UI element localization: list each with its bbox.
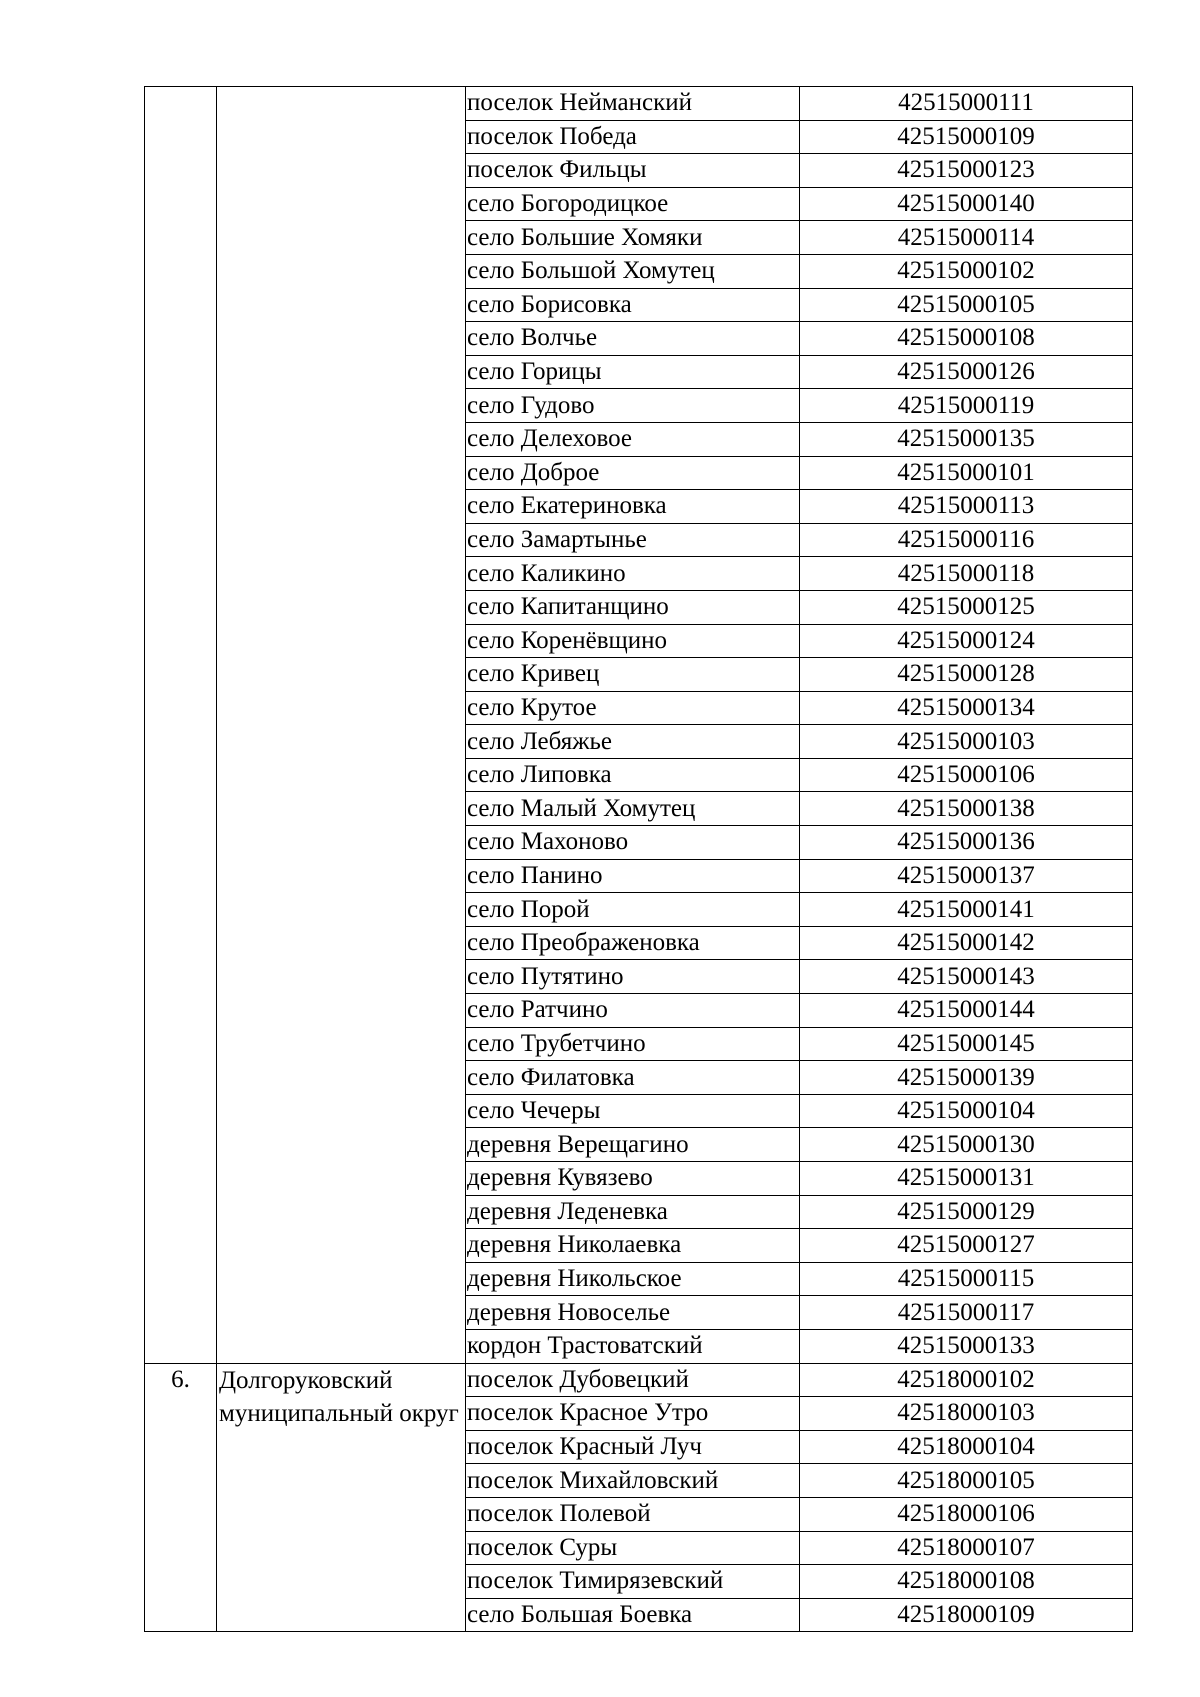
oktmo-code-cell: 42515000109 bbox=[800, 120, 1133, 154]
oktmo-code-cell: 42518000102 bbox=[800, 1363, 1133, 1397]
settlement-name-cell: поселок Дубовецкий bbox=[466, 1363, 800, 1397]
oktmo-code-cell: 42515000102 bbox=[800, 254, 1133, 288]
settlement-name-cell: поселок Михайловский bbox=[466, 1464, 800, 1498]
oktmo-code-cell: 42515000111 bbox=[800, 87, 1133, 121]
oktmo-code-cell: 42515000101 bbox=[800, 456, 1133, 490]
oktmo-code-cell: 42515000126 bbox=[800, 355, 1133, 389]
settlement-name-cell: деревня Кувязево bbox=[466, 1162, 800, 1196]
oktmo-code-cell: 42515000116 bbox=[800, 523, 1133, 557]
settlement-name-cell: поселок Красный Луч bbox=[466, 1430, 800, 1464]
oktmo-code-cell: 42518000109 bbox=[800, 1598, 1133, 1632]
settlement-name-cell: село Каликино bbox=[466, 557, 800, 591]
settlement-name-cell: село Преображеновка bbox=[466, 926, 800, 960]
municipal-district-cell: Долгоруковский муниципальный округ bbox=[217, 1363, 466, 1632]
oktmo-code-cell: 42518000105 bbox=[800, 1464, 1133, 1498]
settlement-name-cell: село Путятино bbox=[466, 960, 800, 994]
oktmo-code-cell: 42515000125 bbox=[800, 590, 1133, 624]
oktmo-code-cell: 42515000140 bbox=[800, 187, 1133, 221]
oktmo-code-cell: 42515000134 bbox=[800, 691, 1133, 725]
oktmo-code-cell: 42515000135 bbox=[800, 422, 1133, 456]
row-number-cell: 6. bbox=[145, 1363, 217, 1632]
oktmo-code-cell: 42518000108 bbox=[800, 1565, 1133, 1599]
oktmo-code-cell: 42518000107 bbox=[800, 1531, 1133, 1565]
oktmo-code-cell: 42515000108 bbox=[800, 322, 1133, 356]
settlement-name-cell: село Волчье bbox=[466, 322, 800, 356]
settlement-name-cell: село Большой Хомутец bbox=[466, 254, 800, 288]
municipal-district-cell bbox=[217, 87, 466, 1364]
oktmo-code-cell: 42515000117 bbox=[800, 1296, 1133, 1330]
table-body bbox=[145, 87, 1133, 1632]
oktmo-code-cell: 42515000115 bbox=[800, 1262, 1133, 1296]
oktmo-code-cell: 42515000128 bbox=[800, 658, 1133, 692]
oktmo-code-cell: 42515000103 bbox=[800, 725, 1133, 759]
oktmo-code-cell: 42515000141 bbox=[800, 893, 1133, 927]
oktmo-code-cell: 42515000105 bbox=[800, 288, 1133, 322]
settlement-name-cell: село Порой bbox=[466, 893, 800, 927]
oktmo-code-cell: 42515000139 bbox=[800, 1061, 1133, 1095]
oktmo-code-cell: 42518000106 bbox=[800, 1497, 1133, 1531]
settlement-name-cell: село Богородицкое bbox=[466, 187, 800, 221]
settlement-code-table bbox=[144, 86, 1133, 1632]
oktmo-code-cell: 42515000129 bbox=[800, 1195, 1133, 1229]
settlement-name-cell: село Гудово bbox=[466, 389, 800, 423]
oktmo-code-cell: 42515000114 bbox=[800, 221, 1133, 255]
oktmo-code-cell: 42515000143 bbox=[800, 960, 1133, 994]
settlement-name-cell: деревня Никольское bbox=[466, 1262, 800, 1296]
row-number-cell bbox=[145, 87, 217, 1364]
settlement-name-cell: село Кривец bbox=[466, 658, 800, 692]
settlement-name-cell: село Большие Хомяки bbox=[466, 221, 800, 255]
oktmo-code-cell: 42515000133 bbox=[800, 1329, 1133, 1363]
oktmo-code-cell: 42515000130 bbox=[800, 1128, 1133, 1162]
settlement-name-cell: село Борисовка bbox=[466, 288, 800, 322]
settlement-name-cell: поселок Полевой bbox=[466, 1497, 800, 1531]
settlement-name-cell: поселок Тимирязевский bbox=[466, 1565, 800, 1599]
table-row bbox=[145, 87, 1133, 121]
oktmo-code-cell: 42515000142 bbox=[800, 926, 1133, 960]
table-row bbox=[145, 1363, 1133, 1397]
oktmo-code-cell: 42515000138 bbox=[800, 792, 1133, 826]
settlement-name-cell: село Лебяжье bbox=[466, 725, 800, 759]
settlement-name-cell: поселок Победа bbox=[466, 120, 800, 154]
settlement-name-cell: село Горицы bbox=[466, 355, 800, 389]
settlement-name-cell: село Доброе bbox=[466, 456, 800, 490]
oktmo-code-cell: 42515000145 bbox=[800, 1027, 1133, 1061]
oktmo-code-cell: 42515000131 bbox=[800, 1162, 1133, 1196]
settlement-name-cell: село Большая Боевка bbox=[466, 1598, 800, 1632]
settlement-name-cell: поселок Нейманский bbox=[466, 87, 800, 121]
settlement-name-cell: деревня Верещагино bbox=[466, 1128, 800, 1162]
settlement-name-cell: село Крутое bbox=[466, 691, 800, 725]
settlement-name-cell: село Панино bbox=[466, 859, 800, 893]
settlement-name-cell: село Филатовка bbox=[466, 1061, 800, 1095]
settlement-name-cell: поселок Красное Утро bbox=[466, 1397, 800, 1431]
oktmo-code-cell: 42515000119 bbox=[800, 389, 1133, 423]
settlement-name-cell: деревня Новоселье bbox=[466, 1296, 800, 1330]
oktmo-code-cell: 42515000136 bbox=[800, 826, 1133, 860]
settlement-name-cell: село Малый Хомутец bbox=[466, 792, 800, 826]
settlement-name-cell: село Капитанщино bbox=[466, 590, 800, 624]
settlement-name-cell: село Трубетчино bbox=[466, 1027, 800, 1061]
settlement-name-cell: село Коренёвщино bbox=[466, 624, 800, 658]
oktmo-code-cell: 42515000137 bbox=[800, 859, 1133, 893]
settlement-name-cell: кордон Трастоватский bbox=[466, 1329, 800, 1363]
settlement-name-cell: деревня Николаевка bbox=[466, 1229, 800, 1263]
oktmo-code-cell: 42515000106 bbox=[800, 758, 1133, 792]
settlement-name-cell: село Замартынье bbox=[466, 523, 800, 557]
oktmo-code-cell: 42518000103 bbox=[800, 1397, 1133, 1431]
oktmo-code-cell: 42515000123 bbox=[800, 154, 1133, 188]
oktmo-code-cell: 42515000124 bbox=[800, 624, 1133, 658]
settlement-name-cell: поселок Суры bbox=[466, 1531, 800, 1565]
settlement-name-cell: село Екатериновка bbox=[466, 490, 800, 524]
oktmo-code-cell: 42515000118 bbox=[800, 557, 1133, 591]
settlement-name-cell: поселок Фильцы bbox=[466, 154, 800, 188]
oktmo-code-cell: 42515000113 bbox=[800, 490, 1133, 524]
oktmo-code-cell: 42518000104 bbox=[800, 1430, 1133, 1464]
settlement-name-cell: деревня Леденевка bbox=[466, 1195, 800, 1229]
oktmo-code-cell: 42515000104 bbox=[800, 1094, 1133, 1128]
settlement-name-cell: село Ратчино bbox=[466, 994, 800, 1028]
oktmo-code-cell: 42515000144 bbox=[800, 994, 1133, 1028]
settlement-name-cell: село Липовка bbox=[466, 758, 800, 792]
oktmo-code-cell: 42515000127 bbox=[800, 1229, 1133, 1263]
settlement-name-cell: село Махоново bbox=[466, 826, 800, 860]
settlement-name-cell: село Делеховое bbox=[466, 422, 800, 456]
settlement-name-cell: село Чечеры bbox=[466, 1094, 800, 1128]
